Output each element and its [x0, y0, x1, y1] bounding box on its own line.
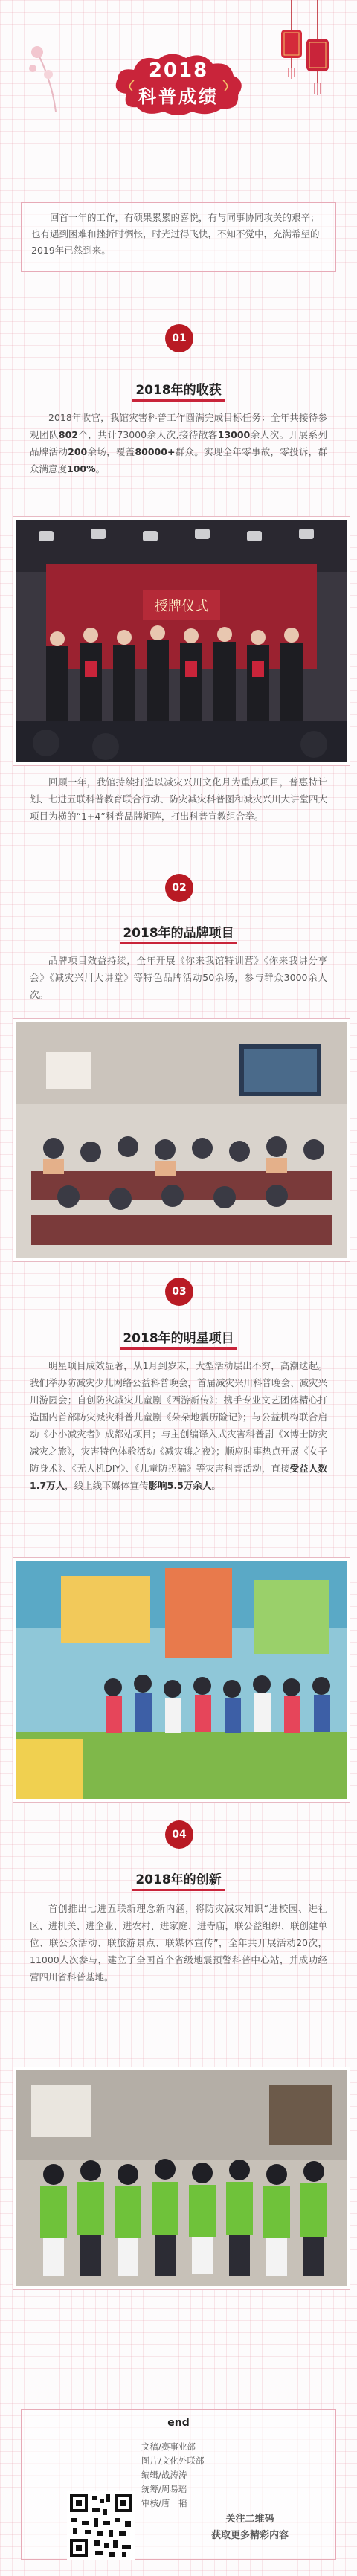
section-number-badge: 02: [165, 874, 193, 902]
intro-text: 回首一年的工作，有硕果累累的喜悦，有与同事协同攻关的艰辛；也有遇到困难和挫折时惆怅，时光过得飞快，不知不觉中，充满希望的2019年已然到来。: [31, 212, 320, 256]
section-title-text: 2018年的收获: [132, 383, 224, 402]
credit-line: 编辑/战涛涛: [141, 2470, 187, 2480]
paragraph-text: 个，共计73000余人次,接待散客: [78, 429, 218, 440]
paragraph-text: 余人次。开展系列品牌活动: [30, 429, 327, 457]
highlight-text: 802: [58, 429, 78, 440]
section-paragraph: 首创推出七进五联新理念新内涵，将防灾减灾知识“进校园、进社区、进机关、进企业、进农村、进家庭、进寺庙，联公益组织、联创建单位、联公众活动、联旅游景点、联媒体宣传”，全年共开展活动20次，11000人次参与，建立了全国首个省级地震预警科普中心站，并成功经营四川省科普基地。: [30, 1903, 328, 1983]
highlight-text: 13000: [217, 429, 251, 440]
event-photo: [13, 2067, 350, 2289]
section-title-text: 2018年的创新: [132, 1873, 224, 1891]
section-number-badge: 03: [165, 1278, 193, 1306]
qr-caption: 获取更多精彩内容: [210, 2530, 289, 2541]
paragraph-text: 。: [211, 1480, 221, 1491]
event-photo: [13, 517, 350, 765]
flower-decoration-icon: [22, 22, 89, 112]
paragraph-text: 明星项目成效显著，从1月到岁末，大型活动层出不穷，高潮迭起。我们举办防减灾少儿网络公益科普晚会，首届减灾兴川科普晚会、减灾兴川游园会；自创防灾减灾儿童剧《西游新传》；携手专业文艺团体精心打造国内首部防灾减灾科普儿童剧《朵朵地震历险记》；与公益机构联合启动《小小减灾者》成都站项目；与主创编译入式灾害科普剧《X博士防灾减灾之旅》，灾害特色体验活动《减灾嗨之夜》；顺应时事热点开展《女子防身术》、《无人机DIY》、《儿童防拐骗》等灾害科普活动，直接: [30, 1360, 328, 1474]
section-title: [0, 379, 357, 398]
lecture-hall-photo: [16, 1022, 347, 1258]
photo-banner-text: 授牌仪式: [155, 599, 208, 614]
credit-line: 审核/唐 韬: [141, 2498, 187, 2508]
paragraph-text: 群众。实现全年零事故，零投诉，群众满意度: [30, 446, 327, 474]
section-paragraph: 品牌项目效益持续，全年开展《你来我馆特训营》《你来我讲分享会》《减灾兴川大讲堂》等特色品牌活动50余场，参与群众3000余人次。: [30, 955, 327, 1000]
title-year: 2018: [148, 59, 209, 82]
kids-event-photo: [16, 1561, 347, 1799]
highlight-text: 受益人数1.7万人: [30, 1463, 327, 1491]
section-number-badge: 01: [165, 324, 193, 352]
section-title: [0, 1869, 357, 1887]
lantern-icon: [292, 0, 344, 112]
event-photo: [13, 1019, 350, 1261]
highlight-text: 影响5.5万余人: [148, 1480, 212, 1491]
highlight-text: 80000+: [135, 446, 176, 457]
qr-caption: 关注二维码: [225, 2514, 274, 2525]
qr-code-icon[interactable]: [67, 2491, 135, 2560]
section-number-badge: 04: [165, 1820, 193, 1849]
page-title-block: [112, 42, 245, 123]
credit-line: 统筹/周易瑶: [141, 2484, 187, 2494]
students-activity-photo: [16, 2070, 347, 2286]
event-photo: [13, 1558, 350, 1802]
award-ceremony-photo: [16, 520, 347, 762]
header: [0, 0, 357, 186]
paragraph-text: ，线上线下媒体宣传: [65, 1480, 149, 1491]
paragraph-text: 。: [95, 463, 106, 474]
section-title-text: 2018年的品牌项目: [120, 926, 237, 944]
section-title-text: 2018年的明星项目: [120, 1331, 237, 1350]
highlight-text: 200: [68, 446, 88, 457]
credit-line: 图片/文化外联部: [141, 2456, 205, 2466]
section-title: [0, 922, 357, 941]
end-label: end: [167, 2417, 190, 2429]
highlight-text: 100%: [67, 463, 96, 474]
credit-line: 文稿/赛事业部: [141, 2441, 196, 2452]
section-paragraph: [30, 409, 327, 477]
section-paragraph: [30, 1357, 327, 1494]
section-paragraph-2: 回顾一年，我馆持续打造以减灾兴川文化月为重点项目，普惠特计划、七进五联科普教育联合行动、防灾减灾科普图和减灾兴川大讲堂四大项目为横的“1+4”科普品牌矩阵，打出科普宣教组合拳。: [30, 776, 328, 822]
paragraph-text: 余场，覆盖: [87, 446, 135, 457]
page-title: 科普成绩: [138, 86, 219, 107]
section-title: [0, 1327, 357, 1346]
paragraph-text: 2018年收官，我馆灾害科普工作圆满完成目标任务：全年共接待参观团队: [30, 412, 327, 440]
